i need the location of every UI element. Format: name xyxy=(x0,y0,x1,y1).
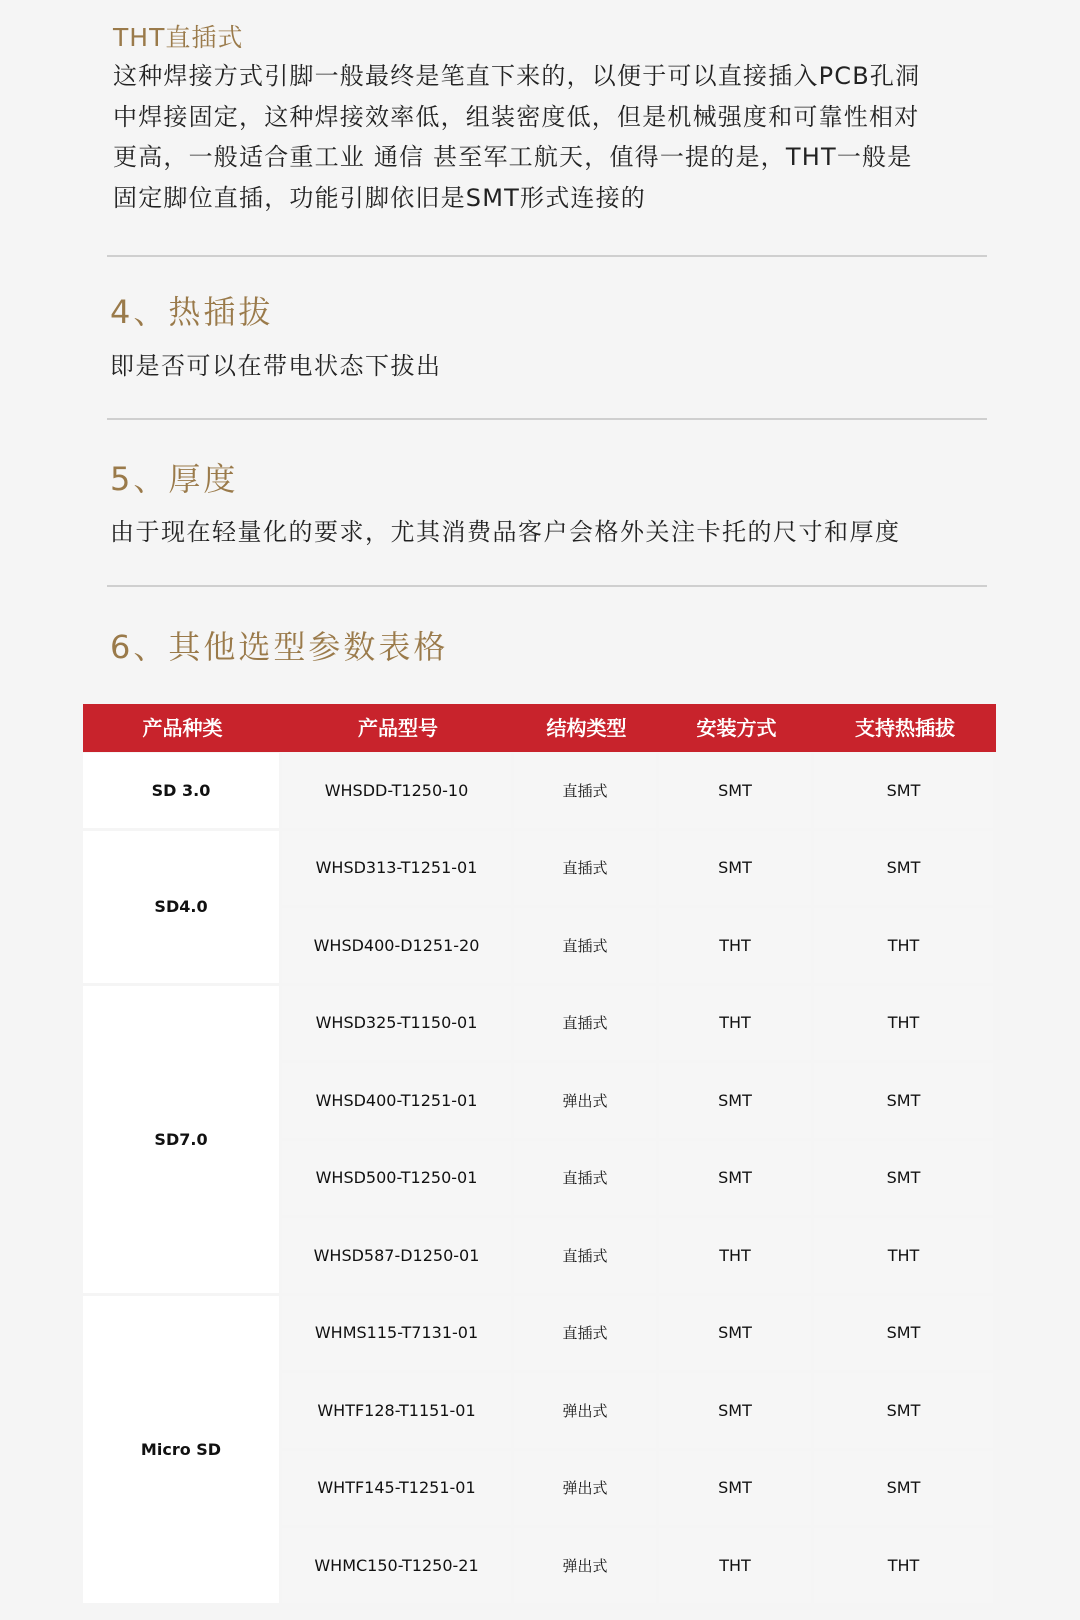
cell-hot-plug: SMT xyxy=(814,1296,993,1371)
cell-category: Micro SD xyxy=(83,1296,279,1603)
cell-hot-plug: THT xyxy=(814,986,993,1061)
cell-hot-plug: SMT xyxy=(814,1141,993,1216)
section-body-thickness: 由于现在轻量化的要求，尤其消费品客户会格外关注卡托的尺寸和厚度 xyxy=(110,518,901,546)
cell-mounting: SMT xyxy=(659,1141,811,1216)
cell-structure: 直插式 xyxy=(514,831,656,906)
cell-structure: 弹出式 xyxy=(514,1063,656,1138)
tht-line: 固定脚位直插，功能引脚依旧是SMT形式连接的 xyxy=(113,183,646,212)
header-hot-plug: 支持热插拔 xyxy=(855,716,955,740)
cell-hot-plug: THT xyxy=(814,1528,993,1603)
cell-hot-plug: THT xyxy=(814,1218,993,1293)
cell-structure: 直插式 xyxy=(514,908,656,983)
cell-structure: 直插式 xyxy=(514,986,656,1061)
tht-title: THT直插式 xyxy=(113,23,244,52)
header-structure: 结构类型 xyxy=(546,716,627,740)
cell-mounting: SMT xyxy=(659,1296,811,1371)
section-heading-selection-table: 6、其他选型参数表格 xyxy=(110,628,449,666)
cell-structure: 直插式 xyxy=(514,1141,656,1216)
cell-model: WHSDD-T1250-10 xyxy=(282,753,511,828)
cell-structure: 直插式 xyxy=(514,753,656,828)
tht-line: 这种焊接方式引脚一般最终是笔直下来的，以便于可以直接插入PCB孔洞 xyxy=(113,62,921,90)
cell-hot-plug: SMT xyxy=(814,1063,993,1138)
table-header xyxy=(83,704,996,752)
cell-mounting: THT xyxy=(659,1528,811,1603)
tht-description xyxy=(113,56,983,218)
cell-model: WHSD313-T1251-01 xyxy=(282,831,511,906)
cell-model: WHSD587-D1250-01 xyxy=(282,1218,511,1293)
section-heading-thickness: 5、厚度 xyxy=(110,460,239,498)
cell-model: WHSD500-T1250-01 xyxy=(282,1141,511,1216)
cell-mounting: THT xyxy=(659,908,811,983)
cell-structure: 弹出式 xyxy=(514,1528,656,1603)
section-heading-hot-plug: 4、热插拔 xyxy=(110,293,274,331)
cell-structure: 直插式 xyxy=(514,1218,656,1293)
header-category: 产品种类 xyxy=(142,716,223,740)
cell-structure: 直插式 xyxy=(514,1296,656,1371)
cell-model: WHSD325-T1150-01 xyxy=(282,986,511,1061)
cell-category: SD4.0 xyxy=(83,831,279,983)
cell-mounting: SMT xyxy=(659,1063,811,1138)
divider xyxy=(107,585,987,587)
cell-hot-plug: SMT xyxy=(814,831,993,906)
cell-model: WHTF145-T1251-01 xyxy=(282,1451,511,1526)
section-body-hot-plug: 即是否可以在带电状态下拔出 xyxy=(110,352,442,380)
cell-hot-plug: SMT xyxy=(814,1373,993,1448)
tht-line: 更高，一般适合重工业 通信 甚至军工航天，值得一提的是，THT一般是 xyxy=(113,143,913,171)
cell-mounting: SMT xyxy=(659,831,811,906)
cell-structure: 弹出式 xyxy=(514,1373,656,1448)
cell-mounting: SMT xyxy=(659,753,811,828)
cell-mounting: SMT xyxy=(659,1373,811,1448)
divider xyxy=(107,255,987,257)
cell-model: WHMS115-T7131-01 xyxy=(282,1296,511,1371)
cell-hot-plug: THT xyxy=(814,908,993,983)
cell-model: WHSD400-T1251-01 xyxy=(282,1063,511,1138)
cell-mounting: THT xyxy=(659,1218,811,1293)
header-mounting: 安装方式 xyxy=(696,716,777,740)
tht-line: 中焊接固定，这种焊接效率低，组装密度低，但是机械强度和可靠性相对 xyxy=(113,102,920,131)
cell-mounting: SMT xyxy=(659,1451,811,1526)
cell-mounting: THT xyxy=(659,986,811,1061)
cell-category: SD7.0 xyxy=(83,986,279,1293)
cell-structure: 弹出式 xyxy=(514,1451,656,1526)
cell-model: WHSD400-D1251-20 xyxy=(282,908,511,983)
divider xyxy=(107,418,987,420)
cell-model: WHMC150-T1250-21 xyxy=(282,1528,511,1603)
cell-model: WHTF128-T1151-01 xyxy=(282,1373,511,1448)
cell-category: SD 3.0 xyxy=(83,753,279,828)
cell-hot-plug: SMT xyxy=(814,753,993,828)
header-model: 产品型号 xyxy=(358,716,438,740)
cell-hot-plug: SMT xyxy=(814,1451,993,1526)
